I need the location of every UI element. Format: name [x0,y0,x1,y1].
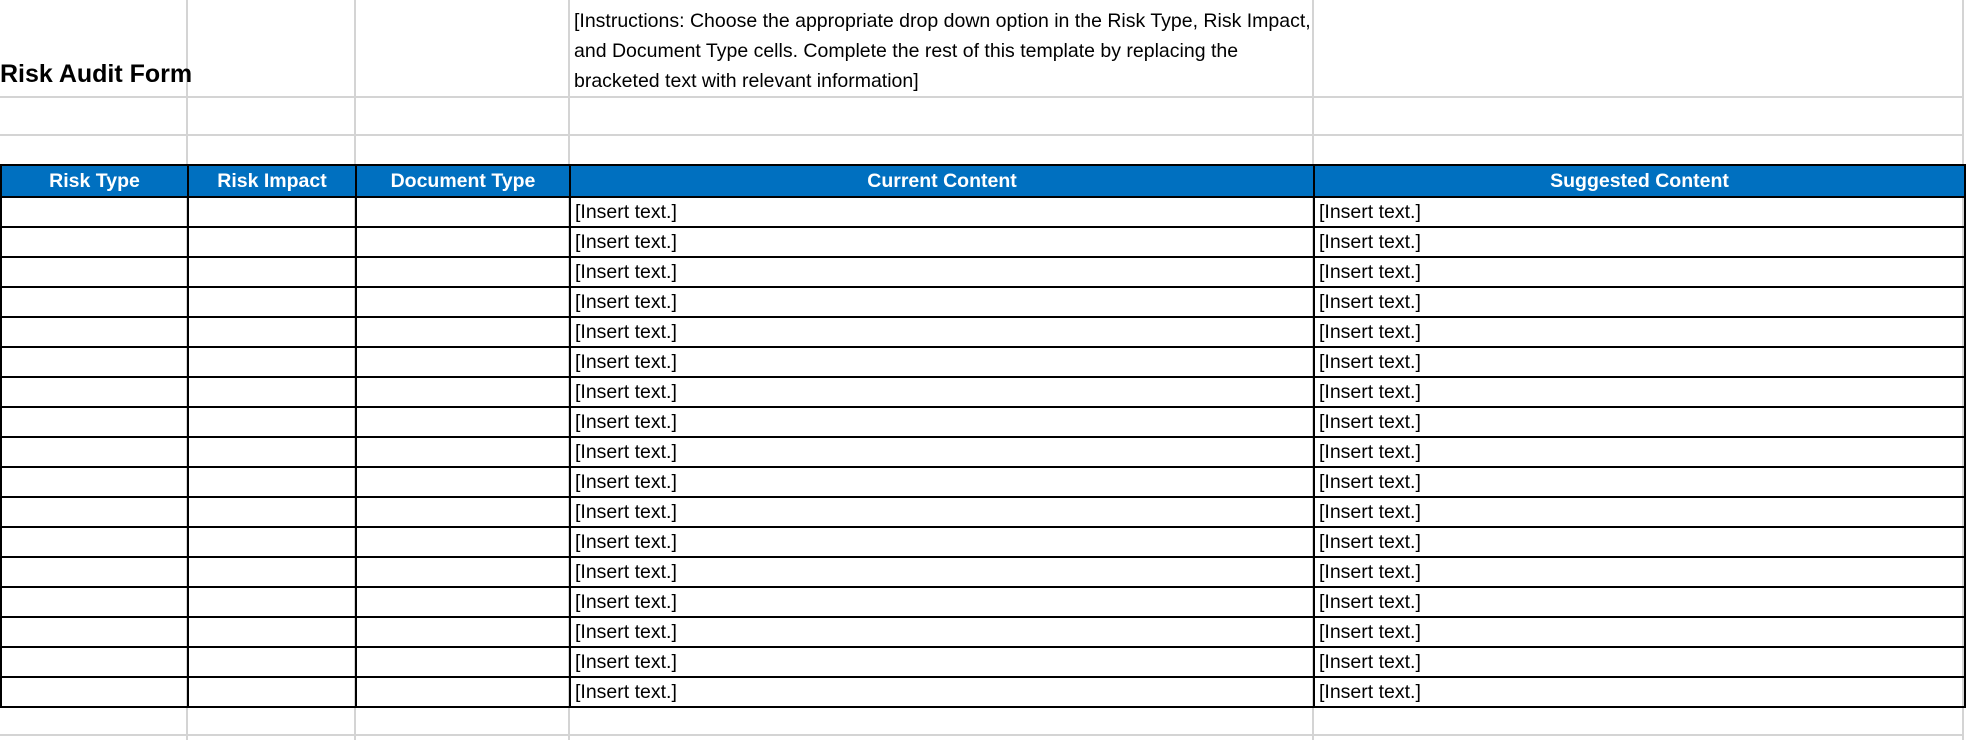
risk-impact-cell[interactable] [188,197,356,227]
table-row [1,467,1965,497]
document-type-cell[interactable] [356,647,570,677]
document-type-cell[interactable] [356,347,570,377]
risk-impact-cell[interactable] [188,497,356,527]
risk-impact-cell[interactable] [188,677,356,707]
current-content-cell[interactable]: [Insert text.] [570,407,1314,437]
suggested-content-cell[interactable]: [Insert text.] [1314,197,1965,227]
current-content-cell[interactable]: [Insert text.] [570,677,1314,707]
column-header-suggested-content[interactable]: Suggested Content [1314,165,1965,197]
suggested-content-cell[interactable]: [Insert text.] [1314,437,1965,467]
document-type-cell[interactable] [356,227,570,257]
suggested-content-cell[interactable]: [Insert text.] [1314,377,1965,407]
suggested-content-cell[interactable]: [Insert text.] [1314,677,1965,707]
document-type-cell[interactable] [356,197,570,227]
risk-impact-cell[interactable] [188,617,356,647]
table-row [1,617,1965,647]
document-type-cell[interactable] [356,257,570,287]
risk-type-cell[interactable] [1,257,188,287]
risk-type-cell[interactable] [1,437,188,467]
document-type-cell[interactable] [356,497,570,527]
suggested-content-cell[interactable]: [Insert text.] [1314,227,1965,257]
table-row [1,437,1965,467]
current-content-cell[interactable]: [Insert text.] [570,287,1314,317]
risk-impact-cell[interactable] [188,467,356,497]
document-type-cell[interactable] [356,437,570,467]
table-body [1,197,1965,707]
risk-impact-cell[interactable] [188,287,356,317]
document-type-cell[interactable] [356,407,570,437]
risk-impact-cell[interactable] [188,317,356,347]
suggested-content-cell[interactable]: [Insert text.] [1314,467,1965,497]
suggested-content-cell[interactable]: [Insert text.] [1314,317,1965,347]
document-type-cell[interactable] [356,317,570,347]
risk-type-cell[interactable] [1,647,188,677]
table-row [1,197,1965,227]
gridline [0,734,1964,736]
table-row [1,557,1965,587]
suggested-content-cell[interactable]: [Insert text.] [1314,557,1965,587]
document-type-cell[interactable] [356,287,570,317]
risk-type-cell[interactable] [1,467,188,497]
table-row [1,407,1965,437]
risk-impact-cell[interactable] [188,437,356,467]
form-title: Risk Audit Form [0,60,193,88]
table-row [1,347,1965,377]
column-header-current-content[interactable]: Current Content [570,165,1314,197]
table-row [1,647,1965,677]
document-type-cell[interactable] [356,617,570,647]
table-row [1,377,1965,407]
table-row [1,527,1965,557]
risk-type-cell[interactable] [1,617,188,647]
current-content-cell[interactable]: [Insert text.] [570,647,1314,677]
column-header-document-type[interactable]: Document Type [356,165,570,197]
current-content-cell[interactable]: [Insert text.] [570,377,1314,407]
suggested-content-cell[interactable]: [Insert text.] [1314,497,1965,527]
column-header-risk-type[interactable]: Risk Type [1,165,188,197]
suggested-content-cell[interactable]: [Insert text.] [1314,287,1965,317]
suggested-content-cell[interactable]: [Insert text.] [1314,527,1965,557]
current-content-cell[interactable]: [Insert text.] [570,227,1314,257]
document-type-cell[interactable] [356,377,570,407]
risk-type-cell[interactable] [1,197,188,227]
table-header-row [1,165,1965,197]
instructions-text: [Instructions: Choose the appropriate drop down option in the Risk Type, Risk Impact, and Document Type cells. Complete the rest of this template by replacing the bracketed text with relevant information] [574,10,1311,92]
risk-impact-cell[interactable] [188,587,356,617]
current-content-cell[interactable]: [Insert text.] [570,347,1314,377]
current-content-cell[interactable]: [Insert text.] [570,257,1314,287]
document-type-cell[interactable] [356,677,570,707]
risk-impact-cell[interactable] [188,407,356,437]
risk-impact-cell[interactable] [188,527,356,557]
suggested-content-cell[interactable]: [Insert text.] [1314,617,1965,647]
risk-type-cell[interactable] [1,557,188,587]
suggested-content-cell[interactable]: [Insert text.] [1314,257,1965,287]
risk-impact-cell[interactable] [188,257,356,287]
table-row [1,497,1965,527]
suggested-content-cell[interactable]: [Insert text.] [1314,587,1965,617]
gridline [0,134,1964,136]
risk-type-cell[interactable] [1,407,188,437]
current-content-cell[interactable]: [Insert text.] [570,197,1314,227]
suggested-content-cell[interactable]: [Insert text.] [1314,347,1965,377]
current-content-cell[interactable]: [Insert text.] [570,587,1314,617]
risk-type-cell[interactable] [1,227,188,257]
document-type-cell[interactable] [356,587,570,617]
document-type-cell[interactable] [356,557,570,587]
risk-audit-table [0,164,1966,708]
risk-type-cell[interactable] [1,347,188,377]
gridline [0,96,1964,98]
table-row [1,287,1965,317]
column-header-risk-impact[interactable]: Risk Impact [188,165,356,197]
current-content-cell[interactable]: [Insert text.] [570,497,1314,527]
suggested-content-cell[interactable]: [Insert text.] [1314,647,1965,677]
risk-type-cell[interactable] [1,287,188,317]
risk-impact-cell[interactable] [188,647,356,677]
current-content-cell[interactable]: [Insert text.] [570,437,1314,467]
risk-type-cell[interactable] [1,377,188,407]
table-row [1,317,1965,347]
risk-impact-cell[interactable] [188,347,356,377]
suggested-content-cell[interactable]: [Insert text.] [1314,407,1965,437]
risk-impact-cell[interactable] [188,227,356,257]
risk-impact-cell[interactable] [188,377,356,407]
current-content-cell[interactable]: [Insert text.] [570,317,1314,347]
risk-impact-cell[interactable] [188,557,356,587]
risk-type-cell[interactable] [1,527,188,557]
table-row [1,677,1965,707]
document-type-cell[interactable] [356,527,570,557]
table-row [1,257,1965,287]
current-content-cell[interactable]: [Insert text.] [570,467,1314,497]
risk-type-cell[interactable] [1,587,188,617]
risk-type-cell[interactable] [1,317,188,347]
document-type-cell[interactable] [356,467,570,497]
table-row [1,227,1965,257]
current-content-cell[interactable]: [Insert text.] [570,617,1314,647]
table-row [1,587,1965,617]
current-content-cell[interactable]: [Insert text.] [570,557,1314,587]
risk-type-cell[interactable] [1,677,188,707]
risk-type-cell[interactable] [1,497,188,527]
current-content-cell[interactable]: [Insert text.] [570,527,1314,557]
